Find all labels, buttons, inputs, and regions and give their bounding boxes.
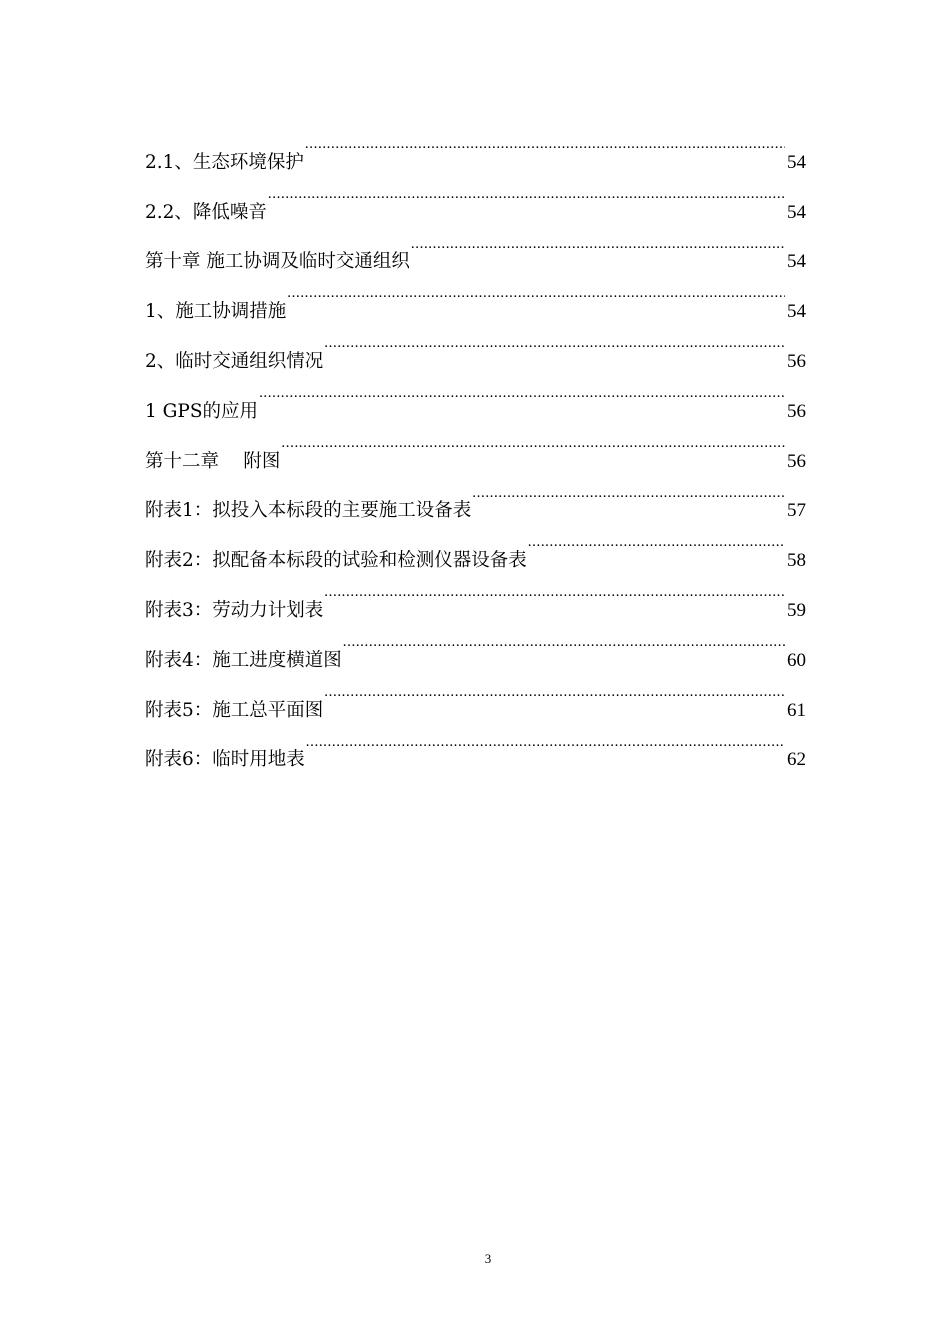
toc-entry-page: 58 [787, 550, 806, 572]
toc-dot-leader [323, 317, 785, 367]
toc-entry[interactable] [145, 118, 806, 173]
toc-entry-title: 附表5：施工总平面图 [145, 699, 324, 721]
toc-entry-page: 61 [787, 699, 806, 721]
toc-dot-leader [527, 516, 785, 566]
toc-entry-title: 2.1、生态环境保护 [145, 151, 304, 173]
toc-dot-leader [280, 417, 785, 467]
table-of-contents [145, 118, 806, 771]
toc-dot-leader [267, 168, 785, 218]
toc-dot-leader [305, 716, 785, 766]
toc-entry-title: 附表4：施工进度横道图 [145, 649, 342, 671]
toc-entry-title: 1、施工协调措施 [145, 301, 287, 323]
toc-dot-leader [323, 566, 785, 616]
toc-dot-leader [304, 118, 785, 168]
toc-entry-page: 54 [787, 201, 806, 223]
toc-dot-leader [471, 467, 785, 517]
toc-entry-title: 附表6：临时用地表 [145, 749, 305, 771]
toc-entry-page: 54 [787, 251, 806, 273]
toc-dot-leader [286, 267, 785, 317]
toc-entry-page: 54 [787, 151, 806, 173]
toc-entry-title: 附表2：拟配备本标段的试验和检测仪器设备表 [145, 550, 527, 572]
toc-entry-title: 附表1：拟投入本标段的主要施工设备表 [145, 500, 472, 522]
toc-entry-page: 56 [787, 350, 806, 372]
toc-entry-page: 62 [787, 749, 806, 771]
toc-entry-title: 第十章 施工协调及临时交通组织 [145, 251, 410, 273]
toc-entry-title: 附表3：劳动力计划表 [145, 599, 324, 621]
toc-dot-leader [410, 218, 785, 268]
toc-entry-page: 56 [787, 400, 806, 422]
page-number: 3 [484, 1251, 492, 1266]
toc-entry-page: 56 [787, 450, 806, 472]
toc-entry-page: 60 [787, 649, 806, 671]
toc-dot-leader [258, 367, 785, 417]
toc-entry-title: 2、临时交通组织情况 [145, 350, 324, 372]
toc-entry-page: 59 [787, 599, 806, 621]
toc-dot-leader [342, 616, 785, 666]
toc-dot-leader [323, 666, 785, 716]
toc-entry-page: 54 [787, 301, 806, 323]
toc-entry-page: 57 [787, 500, 806, 522]
toc-entry-title: 1 GPS的应用 [145, 400, 259, 422]
toc-entry-title: 2.2、降低噪音 [145, 201, 267, 223]
toc-entry-title: 第十二章 附图 [145, 450, 281, 472]
